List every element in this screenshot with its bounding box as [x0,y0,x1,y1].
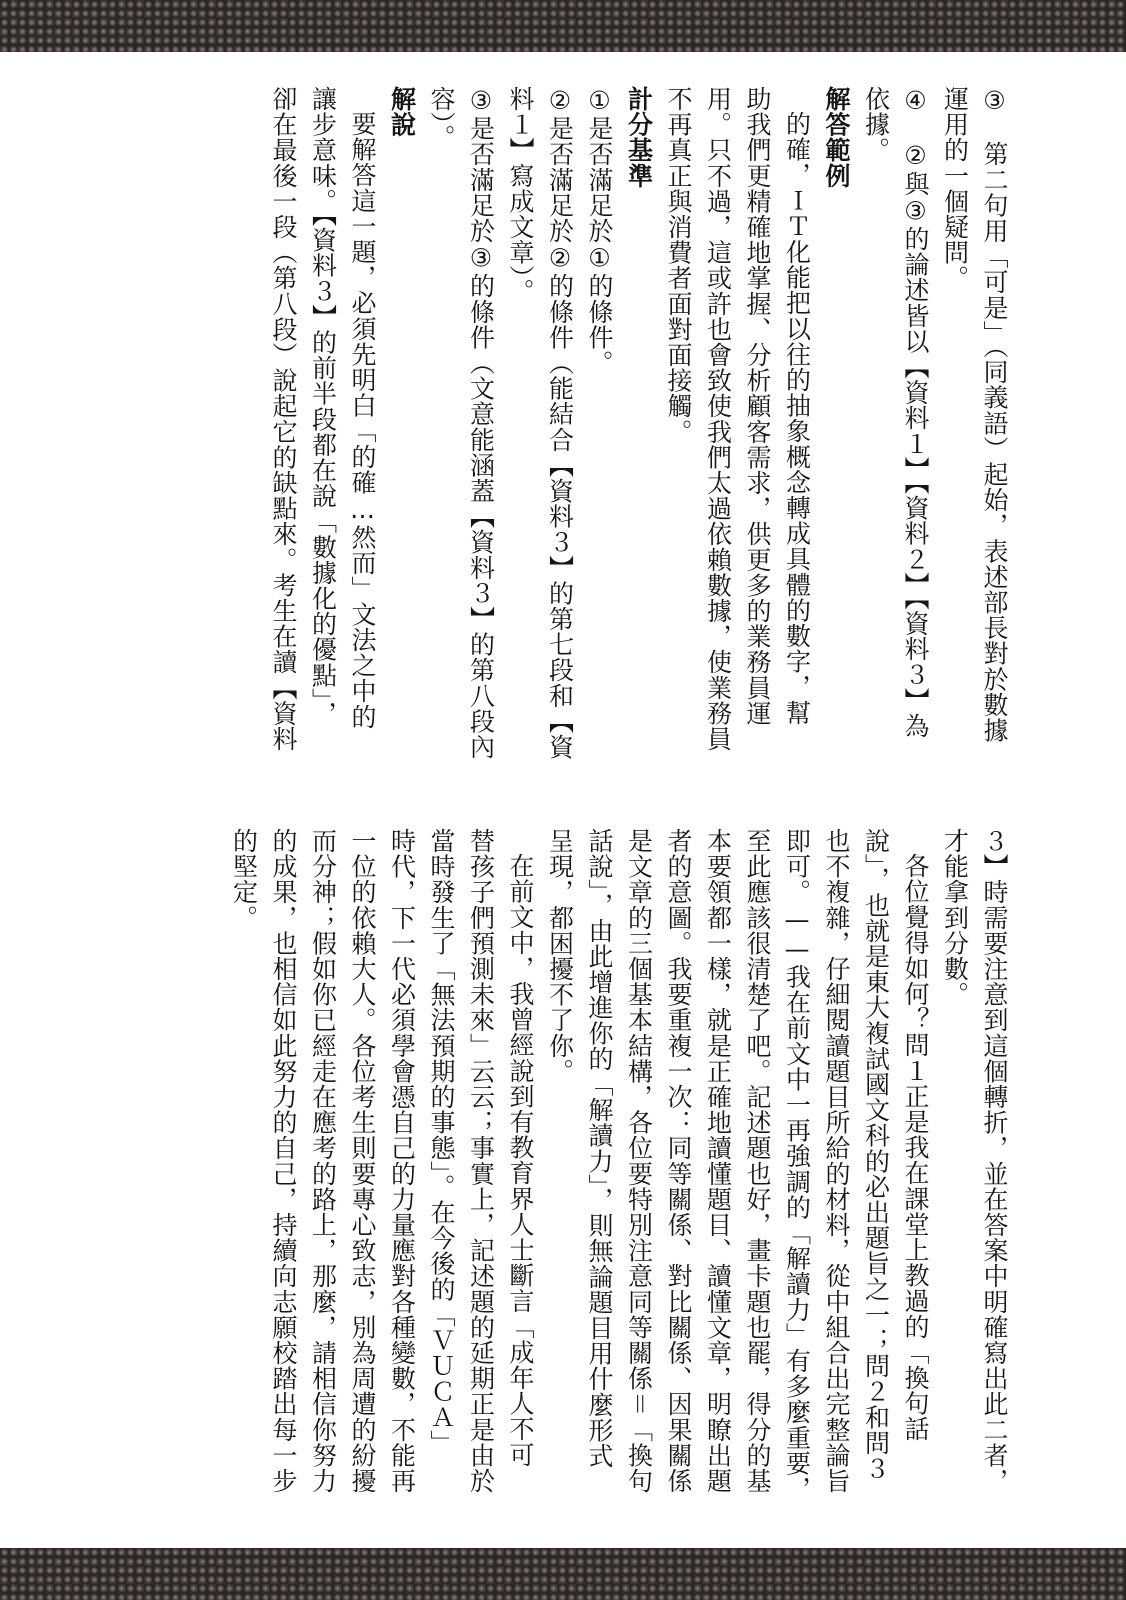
paragraph-3-line-2: 替孩子們預測未來」云云；事實上，記述題的延期正是由於 [466,828,496,1494]
paragraph-3-line-1: 在前文中，我曾經說到有教育界人士斷言「成年人不可 [506,853,535,1468]
paragraph-2-line-1: 各位覺得如何？問１正是我在課堂上教過的「換句話 [901,853,930,1442]
scoring-heading: 計分基準 [624,86,654,189]
scoring-line-5: 容）。 [427,86,456,151]
paragraph-3-line-3: 當時發生了「無法預期的事態」。在今後的「ＶＵＣＡ」 [427,828,456,1456]
scoring-line-2: ②是否滿足於②的條件（能結合【資料３】的第七段和【資 [545,86,575,760]
paragraph-3-line-5: 一位的依賴大人。各位考生則要專心致志，別為周遭的紛擾 [348,828,377,1494]
explanation-heading: 解說 [387,86,417,138]
paragraph-3-line-7: 的成果，也相信如此努力的自己，持續向志願校踏出每一步 [269,828,298,1494]
paragraph-2-line-2: 說」，也就是東大複試國文科的必出題旨之一；問２和問３ [861,828,891,1482]
item-4-line-1: ④ ②與③的論述皆以【資料１】【資料２】【資料３】為 [901,86,930,739]
answer-line-2: 助我們更精確地掌握、分析顧客需求，供更多的業務員運 [743,86,772,726]
lower-text-block [108,828,1014,1522]
scoring-line-4: ③是否滿足於③的條件（文意能涵蓋【資料３】的第八段內 [466,86,496,760]
item-3-line-1: ③ 第二句用「可是」（同義語）起始，表述部長對於數據 [980,86,1009,744]
paragraph-2-line-5: 至此應該很清楚了吧。記述題也好，畫卡題也罷，得分的基 [743,828,772,1494]
paragraph-2-line-3: 也不複雜，仔細閱讀題目所給的材料，從中組合出完整論旨 [822,828,851,1494]
answer-line-1: 的確，ＩＴ化能把以往的抽象概念轉成具體的數字，幫 [782,111,812,726]
answer-line-4: 不再真正與消費者面對面接觸。 [664,86,693,445]
scoring-line-3: 料１】寫成文章）。 [506,86,535,304]
paragraph-2-line-10: 呈現，都困擾不了你。 [545,828,575,1084]
paragraph-2-line-4: 即可。——我在前文中一再強調的「解讀力」有多麼重要， [782,828,812,1502]
top-decorative-band [0,0,1126,52]
paragraph-3-line-4: 時代，下一代必須學會憑自己的力量應對各種變數，不能再 [387,828,417,1494]
upper-text-block [108,86,1014,780]
explanation-line-3: 卻在最後一段（第八段）說起它的缺點來。考生在讀【資料 [269,86,298,752]
item-3-line-2: 運用的一個疑問。 [940,86,970,291]
paragraph-2-line-6: 本要領都一樣，就是正確地讀懂題目、讀懂文章，明瞭出題 [703,828,733,1494]
paragraph-2-line-8: 是文章的三個基本結構，各位要特別注意同等關係＝「換句 [624,828,654,1494]
explanation-line-1: 要解答這一題，必須先明白「的確…然而」文法之中的 [348,111,377,730]
paragraph-2-line-9: 話說」，由此增進你的「解讀力」，則無論題目用什麼形式 [585,828,614,1469]
bottom-decorative-band [0,1548,1126,1600]
paragraph-2-line-7: 者的意圖。我要重複一次：同等關係、對比關係、因果關係 [664,828,693,1494]
continuation-line-1: ３】時需要注意到這個轉折，並在答案中明確寫出此二者， [980,828,1009,1494]
paragraph-3-line-6: 而分神；假如你已經走在應考的路上，那麼，請相信你努力 [308,828,338,1494]
scoring-line-1: ①是否滿足於①的條件。 [585,86,614,376]
answer-heading: 解答範例 [822,86,851,189]
explanation-line-2: 讓步意味。【資料３】的前半段都在說「數據化的優點」， [308,86,338,727]
answer-line-3: 用。只不過，這或許也會致使我們太過依賴數據，使業務員 [703,86,733,752]
item-4-line-2: 依據。 [861,86,891,163]
paragraph-3-line-8: 的堅定。 [229,828,259,931]
continuation-line-2: 才能拿到分數。 [940,828,970,1008]
